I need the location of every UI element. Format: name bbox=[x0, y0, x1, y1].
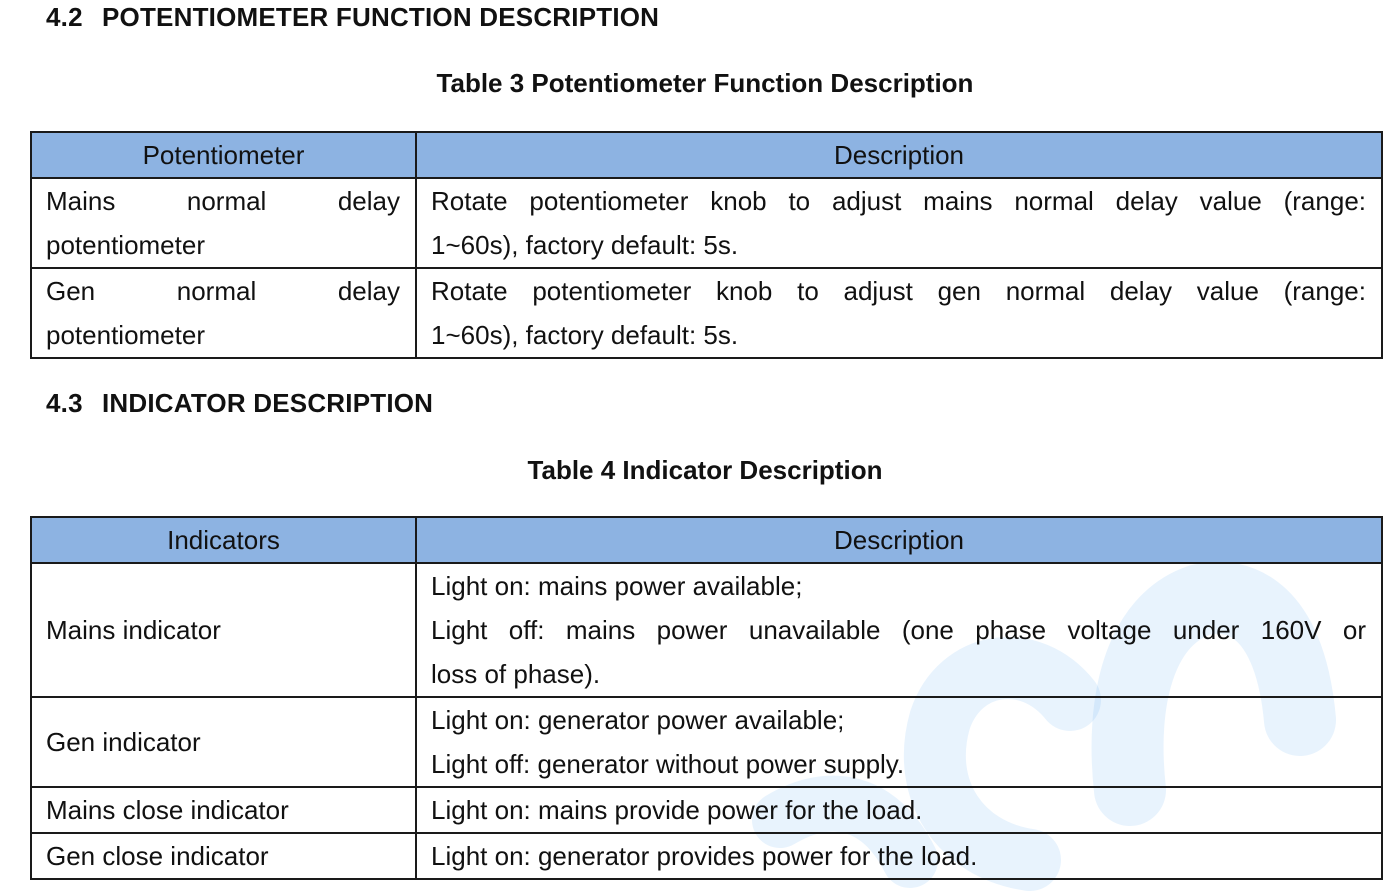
cell-line: loss of phase). bbox=[431, 659, 601, 689]
section-number: 4.2 bbox=[46, 2, 83, 32]
description-cell bbox=[416, 833, 1382, 879]
section-heading-4-2 bbox=[46, 2, 659, 33]
table-4-caption: Table 4 Indicator Description bbox=[527, 455, 883, 485]
table-header-row bbox=[31, 517, 1382, 563]
indicator-name-cell: Gen indicator bbox=[31, 697, 416, 787]
column-header-description: Description bbox=[416, 517, 1382, 563]
cell-line: Light off: generator without power supply. bbox=[431, 749, 905, 779]
potentiometer-name-cell bbox=[31, 178, 416, 268]
indicator-name-cell: Mains indicator bbox=[31, 563, 416, 697]
cell-line: Light on: generator provides power for the load. bbox=[431, 841, 978, 871]
table-header-row bbox=[31, 132, 1382, 178]
table-row bbox=[31, 268, 1382, 358]
column-header-indicators: Indicators bbox=[31, 517, 416, 563]
description-cell bbox=[416, 697, 1382, 787]
cell-line: Light on: mains power available; bbox=[431, 571, 803, 601]
table-row bbox=[31, 178, 1382, 268]
table-3-caption: Table 3 Potentiometer Function Description bbox=[436, 68, 974, 98]
cell-line: Rotate potentiometer knob to adjust mains normal delay value (range: bbox=[431, 186, 1366, 216]
cell-line: Light off: mains power unavailable (one phase voltage under 160V or bbox=[431, 615, 1366, 645]
indicator-table bbox=[30, 516, 1383, 880]
description-cell bbox=[416, 787, 1382, 833]
table-row bbox=[31, 833, 1382, 879]
description-cell bbox=[416, 563, 1382, 697]
description-cell bbox=[416, 268, 1382, 358]
table-row bbox=[31, 697, 1382, 787]
section-heading-4-3 bbox=[46, 388, 433, 419]
cell-line: Light on: generator power available; bbox=[431, 705, 845, 735]
potentiometer-table bbox=[30, 131, 1383, 359]
description-cell bbox=[416, 178, 1382, 268]
section-number: 4.3 bbox=[46, 388, 83, 418]
column-header-description: Description bbox=[416, 132, 1382, 178]
cell-line: 1~60s), factory default: 5s. bbox=[431, 320, 739, 350]
section-title: INDICATOR DESCRIPTION bbox=[102, 388, 434, 418]
cell-line: Mains normal delay bbox=[46, 186, 400, 216]
cell-line: Gen normal delay bbox=[46, 276, 400, 306]
cell-line: potentiometer bbox=[46, 230, 205, 260]
indicator-name-cell: Gen close indicator bbox=[31, 833, 416, 879]
table-row bbox=[31, 563, 1382, 697]
cell-line: potentiometer bbox=[46, 320, 205, 350]
cell-line: Rotate potentiometer knob to adjust gen normal delay value (range: bbox=[431, 276, 1366, 306]
potentiometer-name-cell bbox=[31, 268, 416, 358]
indicator-name-cell: Mains close indicator bbox=[31, 787, 416, 833]
cell-line: 1~60s), factory default: 5s. bbox=[431, 230, 739, 260]
table-row bbox=[31, 787, 1382, 833]
column-header-potentiometer: Potentiometer bbox=[31, 132, 416, 178]
cell-line: Light on: mains provide power for the load. bbox=[431, 795, 923, 825]
section-title: POTENTIOMETER FUNCTION DESCRIPTION bbox=[102, 2, 660, 32]
